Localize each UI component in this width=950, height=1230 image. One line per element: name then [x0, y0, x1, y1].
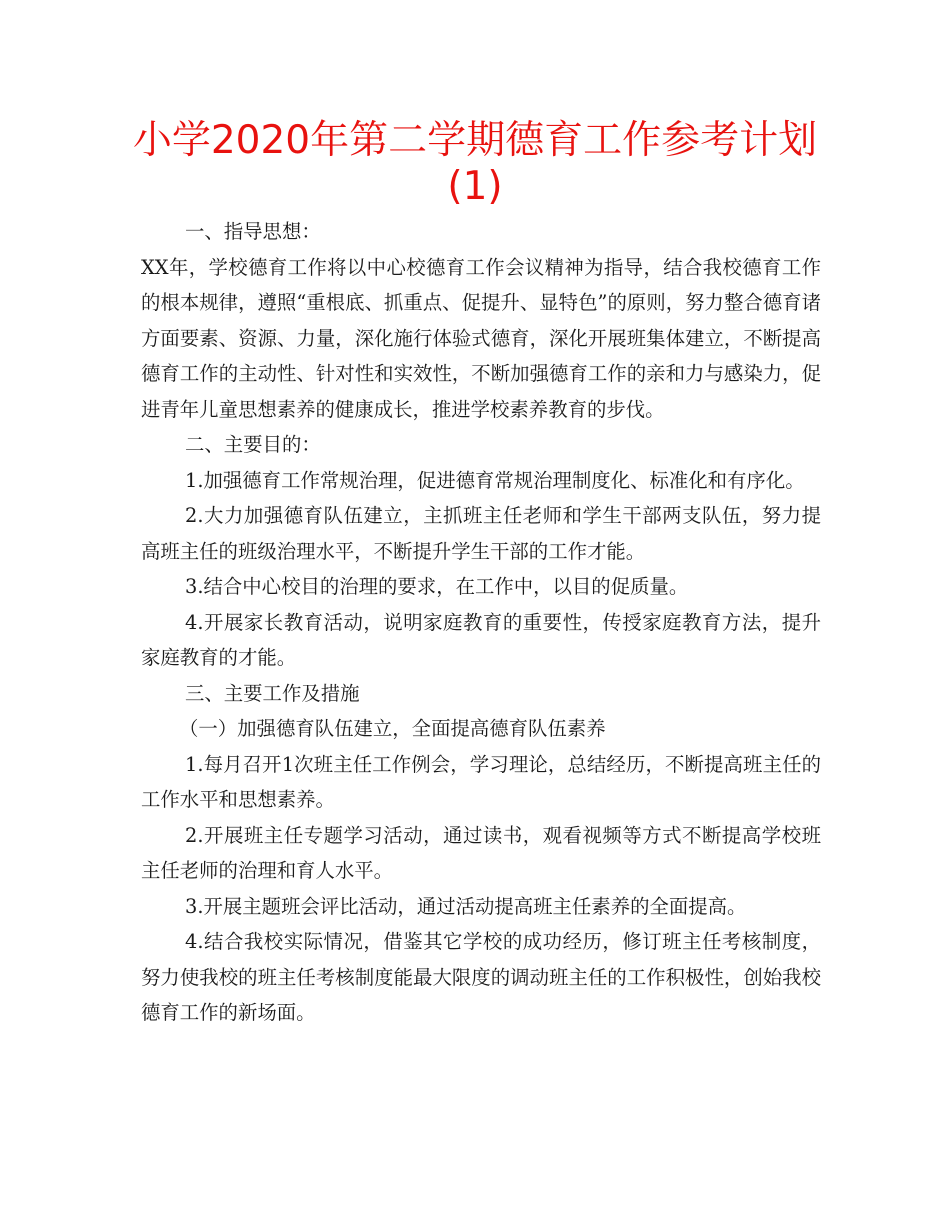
- section-heading-work-measures: 三、主要工作及措施: [185, 681, 360, 705]
- title-line-1: 小学2020年第二学期德育工作参考计划: [132, 118, 818, 163]
- measure-item-3: 3.开展主题班会评比活动，通过活动提高班主任素养的全面提高。: [185, 894, 747, 918]
- section-heading-main-goals: 二、主要目的：: [185, 433, 321, 456]
- paragraph-guiding-thought: XX年，学校德育工作将以中心校德育工作会议精神为指导，结合我校德育工作的根本规律，遵照“重根底、抓重点、促提升、显特色”的原则，努力整合德育诸方面要素、资源、力量，深化施行体验式德育，深化开展班集体建立，不断提高德育工作的主动性、针对性和实效性，不断加强德育工作的亲和力与感染力，促进青年儿童思想素养的健康成长，推进学校素养教育的步伐。: [141, 255, 821, 421]
- goal-item-4: 4.开展家长教育活动，说明家庭教育的重要性，传授家庭教育方法，提升家庭教育的才能。: [141, 610, 821, 669]
- title-line-2: (1): [447, 164, 503, 209]
- goal-item-1: 1.加强德育工作常规治理，促进德育常规治理制度化、标准化和有序化。: [185, 468, 805, 492]
- document-body: [141, 214, 821, 1031]
- subsection-heading-team-building: （一）加强德育队伍建立，全面提高德育队伍素养: [179, 717, 606, 740]
- measure-item-2: 2.开展班主任专题学习活动，通过读书，观看视频等方式不断提高学校班主任老师的治理和育人水平。: [141, 823, 821, 882]
- goal-item-3: 3.结合中心校目的治理的要求，在工作中，以目的促质量。: [185, 575, 689, 598]
- measure-item-4: 4.结合我校实际情况，借鉴其它学校的成功经历，修订班主任考核制度，努力使我校的班主任考核制度能最大限度的调动班主任的工作积极性，创始我校德育工作的新场面。: [141, 930, 821, 1024]
- document-title: [100, 118, 850, 210]
- measure-item-1: 1.每月召开1次班主任工作例会，学习理论，总结经历，不断提高班主任的工作水平和思想素养。: [141, 752, 821, 811]
- section-heading-guiding-thought: 一、指导思想：: [185, 220, 321, 243]
- goal-item-2: 2.大力加强德育队伍建立，主抓班主任老师和学生干部两支队伍，努力提高班主任的班级治理水平，不断提升学生干部的工作才能。: [141, 504, 821, 563]
